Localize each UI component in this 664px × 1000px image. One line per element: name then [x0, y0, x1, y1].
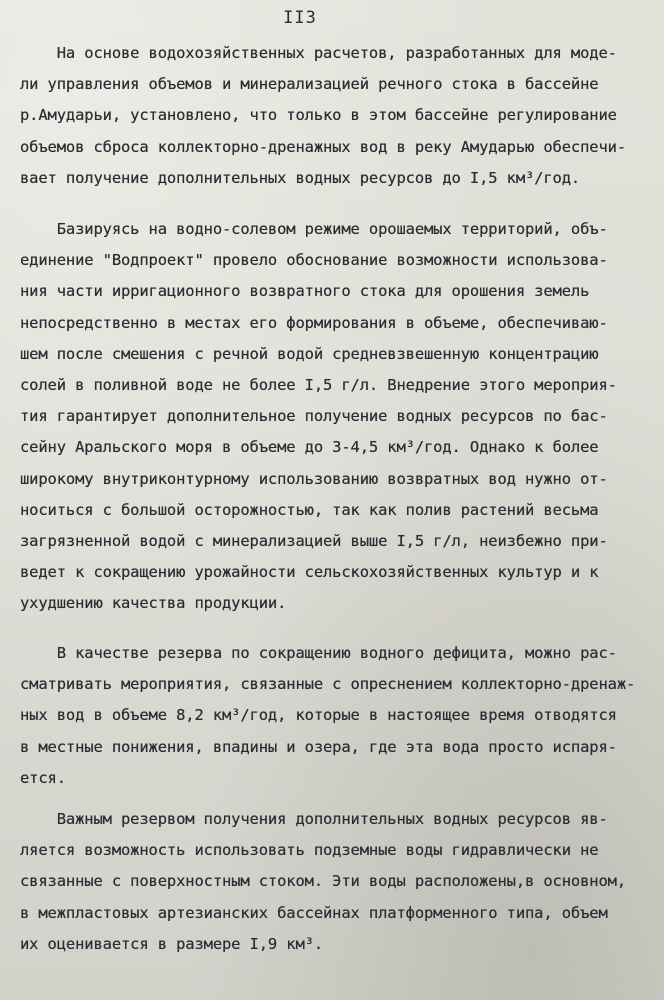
paragraph-3: [20, 638, 650, 794]
text-line: тия гарантирует дополнительное получение водных ресурсов по бас-: [20, 407, 608, 426]
text-line: ется.: [20, 768, 66, 787]
text-line: загрязненной водой с минерализацией выше I,5 г/л, неизбежно при-: [20, 531, 608, 550]
text-line: связанные с поверхностным стоком. Эти воды расположены,в основном,: [20, 872, 626, 891]
text-line: Базируясь на водно-солевом режиме орошаемых территорий, объ-: [20, 220, 608, 238]
paragraph-1: [20, 38, 650, 194]
text-line: объемов сброса коллекторно-дренажных вод в реку Амударью обеспечи-: [20, 137, 626, 156]
text-line: непосредственно в местах его формирования в объеме, обеспечиваю-: [20, 313, 608, 332]
text-line: широкому внутриконтурному использованию возвратных вод нужно от-: [20, 469, 608, 488]
paragraph-4: [20, 804, 650, 960]
text-line: ляется возможность использовать подземные воды гидравлически не: [20, 841, 599, 860]
text-line: ния части ирригационного возвратного стока для орошения земель: [20, 282, 590, 301]
text-line: ведет к сокращению урожайности сельскохозяйственных культур и к: [20, 563, 599, 582]
text-line: ных вод в объеме 8,2 км³/год, которые в настоящее время отводятся: [20, 706, 617, 725]
text-line: в межпластовых артезианских бассейнах платформенного типа, объем: [20, 903, 608, 922]
text-line: Важным резервом получения дополнительных водных ресурсов яв-: [20, 810, 608, 828]
text-line: в местные понижения, впадины и озера, где эта вода просто испаря-: [20, 737, 617, 756]
text-line: солей в поливной воде не более I,5 г/л. Внедрение этого мероприя-: [20, 375, 617, 394]
text-line: ухудшению качества продукции.: [20, 594, 287, 613]
text-line: ли управления объемов и минерализацией речного стока в бассейне: [20, 75, 599, 94]
text-line: На основе водохозяйственных расчетов, разработанных для моде-: [20, 44, 617, 62]
text-line: их оценивается в размере I,9 км³.: [20, 934, 323, 953]
page-number: II3: [283, 8, 317, 28]
text-line: носиться с большой осторожностью, так как полив растений весьма: [20, 500, 599, 519]
text-line: сейну Аральского моря в объеме до 3-4,5 км³/год. Однако к более: [20, 438, 599, 457]
text-line: В качестве резерва по сокращению водного дефицита, можно рас-: [20, 644, 617, 662]
text-line: единение "Водпроект" провело обоснование возможности использова-: [20, 251, 608, 270]
text-line: р.Амударьи, установлено, что только в этом бассейне регулирование: [20, 106, 617, 125]
paragraph-2: [20, 214, 650, 619]
text-line: шем после смешения с речной водой средневзвешенную концентрацию: [20, 344, 599, 363]
text-line: вает получение дополнительных водных ресурсов до I,5 км³/год.: [20, 168, 581, 187]
text-line: сматривать мероприятия, связанные с опреснением коллекторно-дренаж-: [20, 675, 636, 694]
